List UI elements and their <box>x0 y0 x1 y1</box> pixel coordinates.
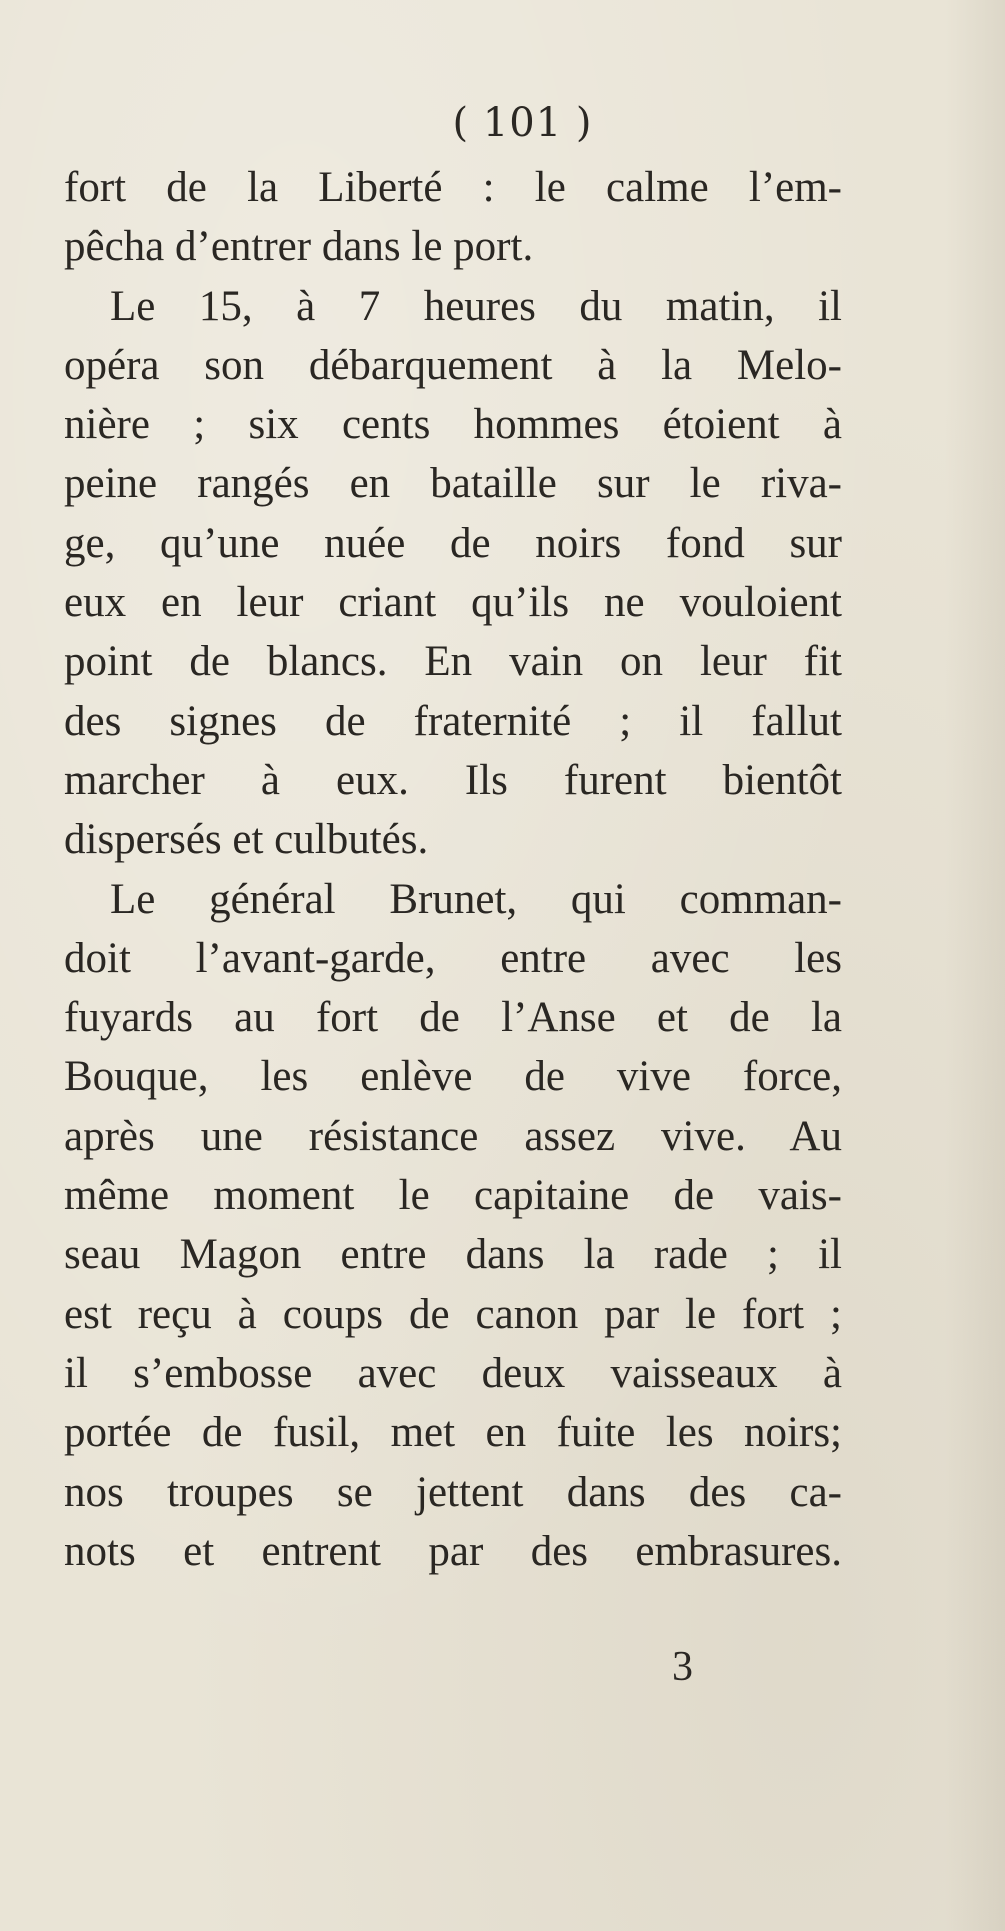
text-line: fort de la Liberté : le calme l’em- <box>64 164 842 211</box>
text-line: Le 15, à 7 heures du matin, il <box>110 282 842 330</box>
text-line: point de blancs. En vain on leur fit <box>64 638 842 686</box>
text-line: ge, qu’une nuée de noirs fond sur <box>64 519 842 567</box>
text-line: nots et entrent par des embrasures. <box>64 1527 842 1575</box>
text-line: fuyards au fort de l’Anse et de la <box>64 994 842 1042</box>
text-line: il s’embosse avec deux vaisseaux à <box>64 1349 842 1397</box>
signature-mark: 3 <box>672 1644 693 1690</box>
text-line: pêcha d’entrer dans le port. <box>64 223 534 271</box>
text-line: même moment le capitaine de vais- <box>64 1172 842 1220</box>
text-line: après une résistance assez vive. Au <box>64 1112 842 1160</box>
text-line: Bouque, les enlève de vive force, <box>64 1053 842 1101</box>
text-line: eux en leur criant qu’ils ne vouloient <box>64 579 842 627</box>
text-line: nos troupes se jettent dans des ca- <box>64 1468 842 1516</box>
text-line: des signes de fraternité ; il fallut <box>64 697 842 745</box>
text-line: dispersés et culbutés. <box>64 816 429 864</box>
text-line: est reçu à coups de canon par le fort ; <box>64 1290 842 1338</box>
text-line: peine rangés en bataille sur le riva- <box>64 460 842 508</box>
text-line: seau Magon entre dans la rade ; il <box>64 1231 842 1279</box>
text-line: opéra son débarquement à la Melo- <box>64 341 842 389</box>
text-line: portée de fusil, met en fuite les noirs; <box>64 1409 842 1457</box>
body-text <box>64 158 842 1581</box>
page-number: ( 101 ) <box>452 100 593 146</box>
text-line: doit l’avant-garde, entre avec les <box>64 934 842 982</box>
page-edge-shadow <box>945 0 1005 1931</box>
text-line: Le général Brunet, qui comman- <box>110 875 842 923</box>
text-line: marcher à eux. Ils furent bientôt <box>64 756 842 804</box>
text-line: nière ; six cents hommes étoient à <box>64 401 842 449</box>
